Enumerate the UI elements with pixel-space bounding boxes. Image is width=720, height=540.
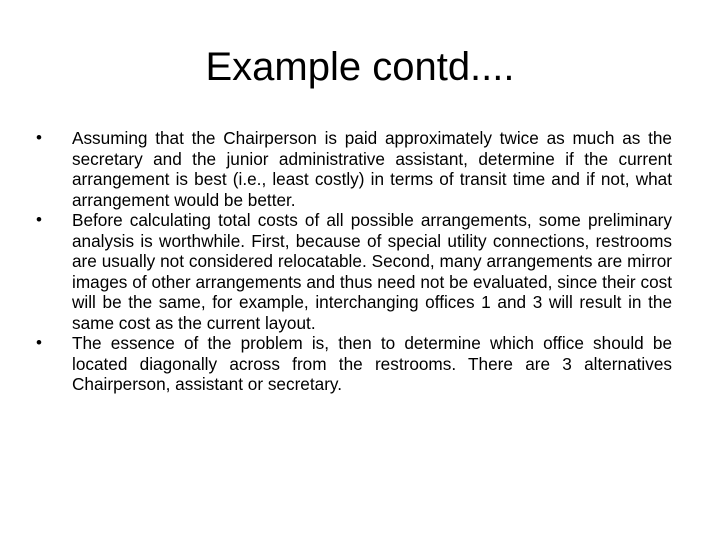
bullet-list: [36, 128, 672, 395]
bullet-item: [36, 210, 672, 333]
bullet-item: [36, 333, 672, 395]
bullet-text: The essence of the problem is, then to determine which office should be located diagonally across from the restrooms. There are 3 alternatives Chairperson, assistant or secretary.: [72, 333, 672, 394]
bullet-dot-icon: •: [36, 210, 42, 229]
bullet-item: [36, 128, 672, 210]
bullet-dot-icon: •: [36, 128, 42, 147]
bullet-dot-icon: •: [36, 333, 42, 352]
bullet-text: Assuming that the Chairperson is paid approximately twice as much as the secretary and the junior administrative assistant, determine if the current arrangement is best (i.e., least costly) in terms of transit time and if not, what arrangement would be better.: [72, 128, 672, 210]
bullet-text: Before calculating total costs of all possible arrangements, some preliminary analysis is worthwhile. First, because of special utility connections, restrooms are usually not considered relocatable. Second, many arrangements are mirror images of other arrangements and thus need not be evaluated, since their cost will be the same, for example, interchanging offices 1 and 3 will result in the same cost as the current layout.: [72, 210, 672, 333]
slide-title: Example contd....: [205, 45, 515, 89]
